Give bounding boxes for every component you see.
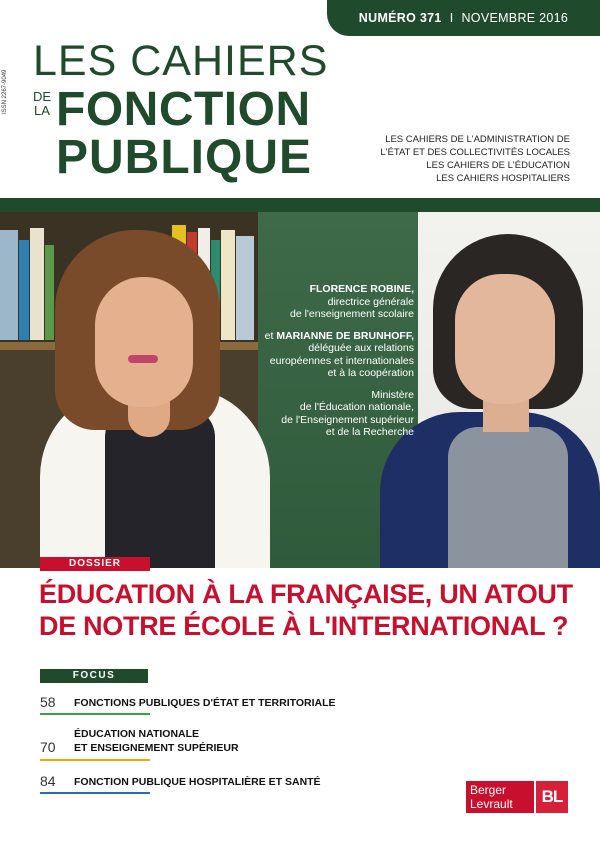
- focus-item-title: FONCTIONS PUBLIQUES D'ÉTAT ET TERRITORIALE: [74, 697, 336, 709]
- person1-face: [95, 277, 193, 407]
- related-title: L'ÉTAT ET DES COLLECTIVITÉS LOCALES: [380, 147, 570, 158]
- person1-role-line: de l'enseignement scolaire: [290, 308, 414, 320]
- focus-underline: [40, 713, 150, 715]
- publisher-name: [466, 781, 534, 813]
- related-title: LES CAHIERS DE L'ÉDUCATION: [426, 160, 570, 171]
- related-titles: [380, 133, 570, 185]
- focus-underline: [40, 792, 150, 794]
- person2-name: MARIANNE DE BRUNHOFF,: [276, 329, 414, 342]
- focus-page-number: 84: [40, 773, 56, 789]
- book: [30, 228, 44, 340]
- dossier-headline: [39, 578, 579, 642]
- book: [236, 236, 254, 340]
- focus-item-title: ÉDUCATION NATIONALE: [74, 728, 200, 740]
- publisher-logo: [466, 781, 568, 813]
- person2-top: [448, 427, 568, 568]
- photo-caption: [262, 283, 414, 448]
- publisher-mark: BL: [536, 781, 568, 813]
- masthead-divider: [0, 198, 600, 212]
- masthead-line-3: PUBLIQUE: [56, 131, 313, 184]
- masthead-line-2: FONCTION: [56, 83, 311, 136]
- focus-page-number: 70: [40, 739, 56, 755]
- publisher-name-line: Berger: [470, 783, 507, 797]
- headline-line: DE NOTRE ÉCOLE À L'INTERNATIONAL ?: [39, 611, 569, 641]
- ministry-line: de l'Enseignement supérieur: [281, 413, 414, 426]
- masthead-la: LA: [34, 103, 50, 118]
- person2-role-line: déléguée aux relations: [308, 342, 414, 354]
- masthead-line-1: LES CAHIERS: [33, 37, 329, 85]
- issn-block: [2, 44, 12, 116]
- related-title: LES CAHIERS DE L'ADMINISTRATION DE: [385, 134, 570, 145]
- publisher-name-line: Levrault: [470, 797, 513, 811]
- related-title: LES CAHIERS HOSPITALIERS: [436, 173, 570, 184]
- issue-number: NUMÉRO 371: [358, 11, 442, 25]
- book: [221, 230, 235, 340]
- masthead-de: DE: [32, 89, 52, 104]
- ministry-line: et de la Recherche: [325, 426, 414, 438]
- person1-name: FLORENCE ROBINE,: [309, 283, 414, 295]
- issn-number: ISSN 2267-9049: [2, 69, 8, 114]
- ministry-line: Ministère: [371, 388, 414, 401]
- focus-item-title-line-2: ET ENSEIGNEMENT SUPÉRIEUR: [74, 742, 239, 754]
- focus-label: FOCUS: [40, 669, 148, 683]
- focus-underline: [40, 759, 150, 761]
- issue-separator: I: [449, 11, 454, 25]
- person2-role-line: européennes et internationales: [269, 354, 414, 367]
- person1-role-line: directrice générale: [327, 295, 414, 308]
- dossier-label: DOSSIER: [40, 557, 150, 571]
- person2-role-line: et à la coopération: [327, 367, 414, 379]
- issue-date: NOVEMBRE 2016: [461, 11, 569, 25]
- headline-line: ÉDUCATION À LA FRANÇAISE, UN ATOUT: [39, 579, 573, 609]
- person2-face: [455, 274, 555, 404]
- issue-banner: [327, 0, 600, 36]
- masthead-de-la: [32, 90, 52, 118]
- book: [0, 230, 18, 340]
- book: [45, 245, 54, 340]
- caption-connector: et: [264, 329, 274, 342]
- book: [19, 240, 29, 340]
- ministry-line: de l'Éducation nationale,: [299, 401, 414, 413]
- focus-item-title: FONCTION PUBLIQUE HOSPITALIÈRE ET SANTÉ: [74, 776, 321, 788]
- focus-page-number: 58: [40, 694, 56, 710]
- person1-lips: [128, 355, 158, 363]
